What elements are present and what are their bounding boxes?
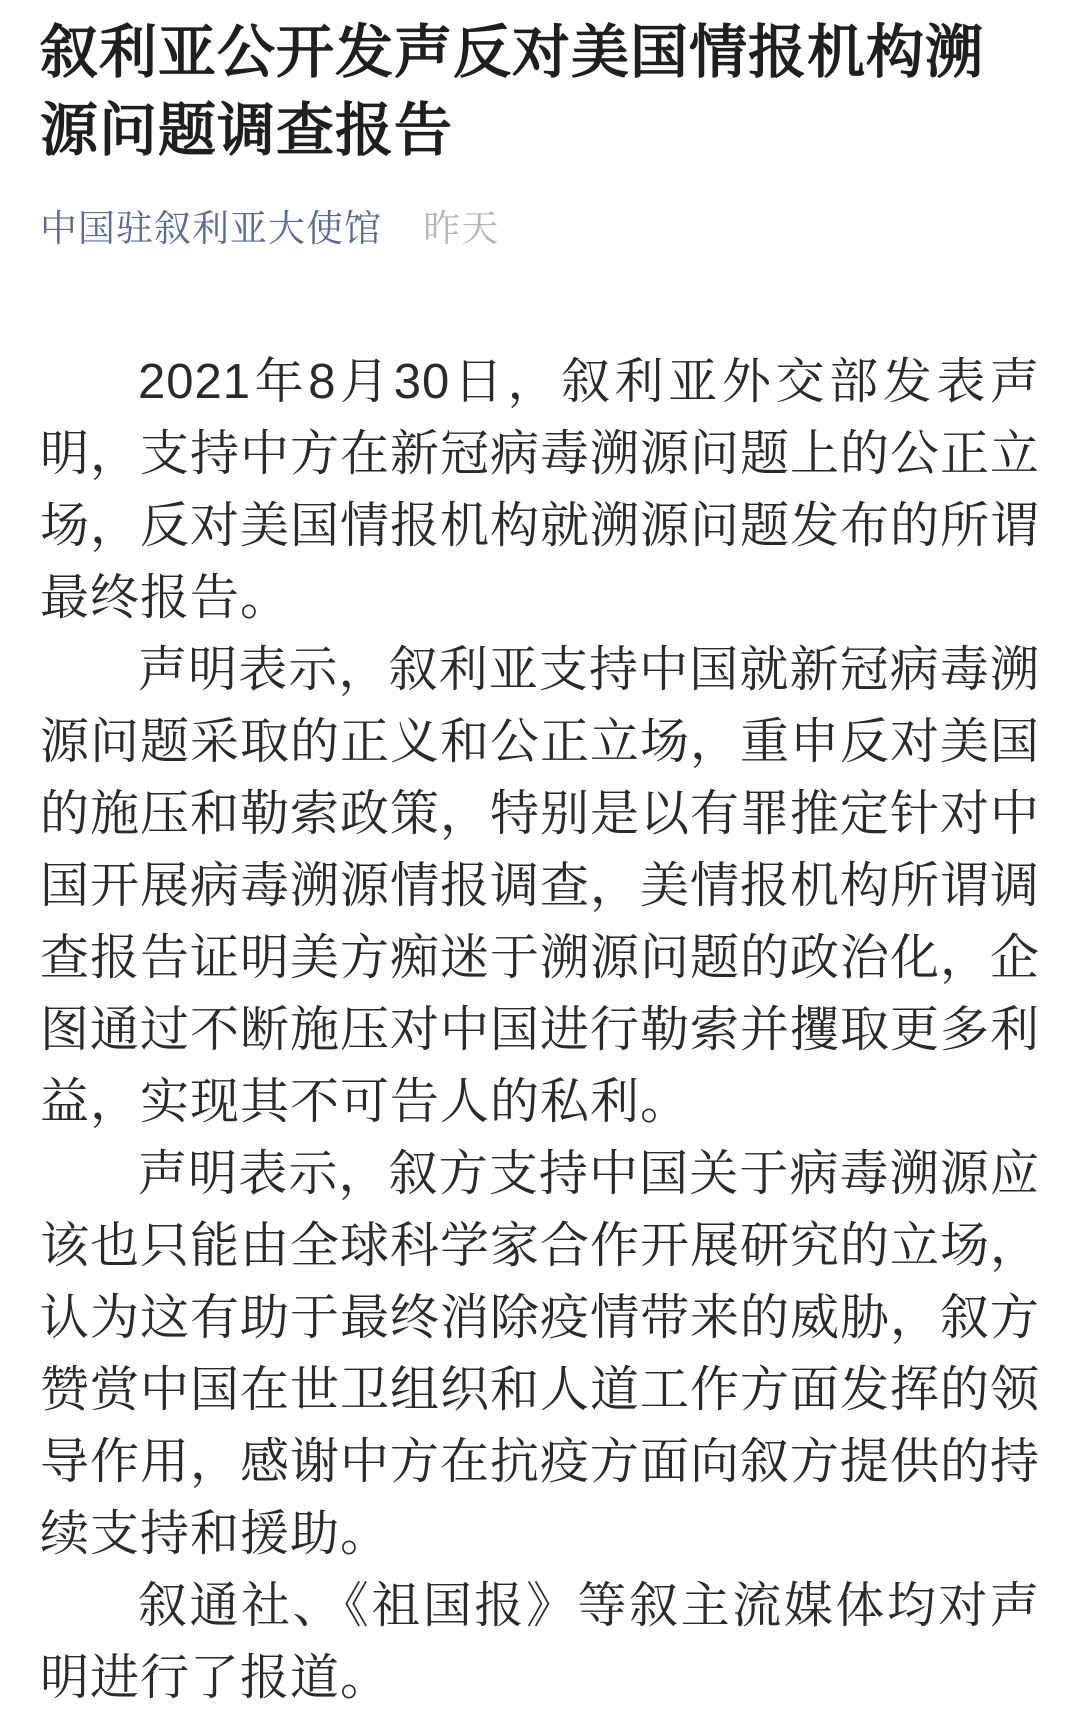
author-link[interactable]: 中国驻叙利亚大使馆 — [40, 208, 382, 249]
paragraph: 2021年8月30日，叙利亚外交部发表声明，支持中方在新冠病毒溯源问题上的公正立场，反对美国情报机构就溯源问题发布的所谓最终报告。 — [40, 355, 1041, 625]
byline — [40, 206, 1040, 252]
paragraph: 声明表示，叙利亚支持中国就新冠病毒溯源问题采取的正义和公正立场，重申反对美国的施压和勒索政策，特别是以有罪推定针对中国开展病毒溯源情报调查，美情报机构所谓调查报告证明美方痴迷于溯源问题的政治化，企图通过不断施压对中国进行勒索并攫取更多利益，实现其不可告人的私利。 — [40, 643, 1041, 1129]
publish-time: 昨天 — [423, 208, 500, 249]
article-body — [40, 346, 1040, 1714]
paragraph: 声明表示，叙方支持中国关于病毒溯源应该也只能由全球科学家合作开展研究的立场，认为这有助于最终消除疫情带来的威胁，叙方赞赏中国在世卫组织和人道工作方面发挥的领导作用，感谢中方在抗疫方面向叙方提供的持续支持和援助。 — [40, 1147, 1041, 1561]
article-title: 叙利亚公开发声反对美国情报机构溯源问题调查报告 — [40, 20, 985, 163]
paragraph: 叙通社、《祖国报》等叙主流媒体均对声明进行了报道。 — [40, 1579, 1040, 1705]
